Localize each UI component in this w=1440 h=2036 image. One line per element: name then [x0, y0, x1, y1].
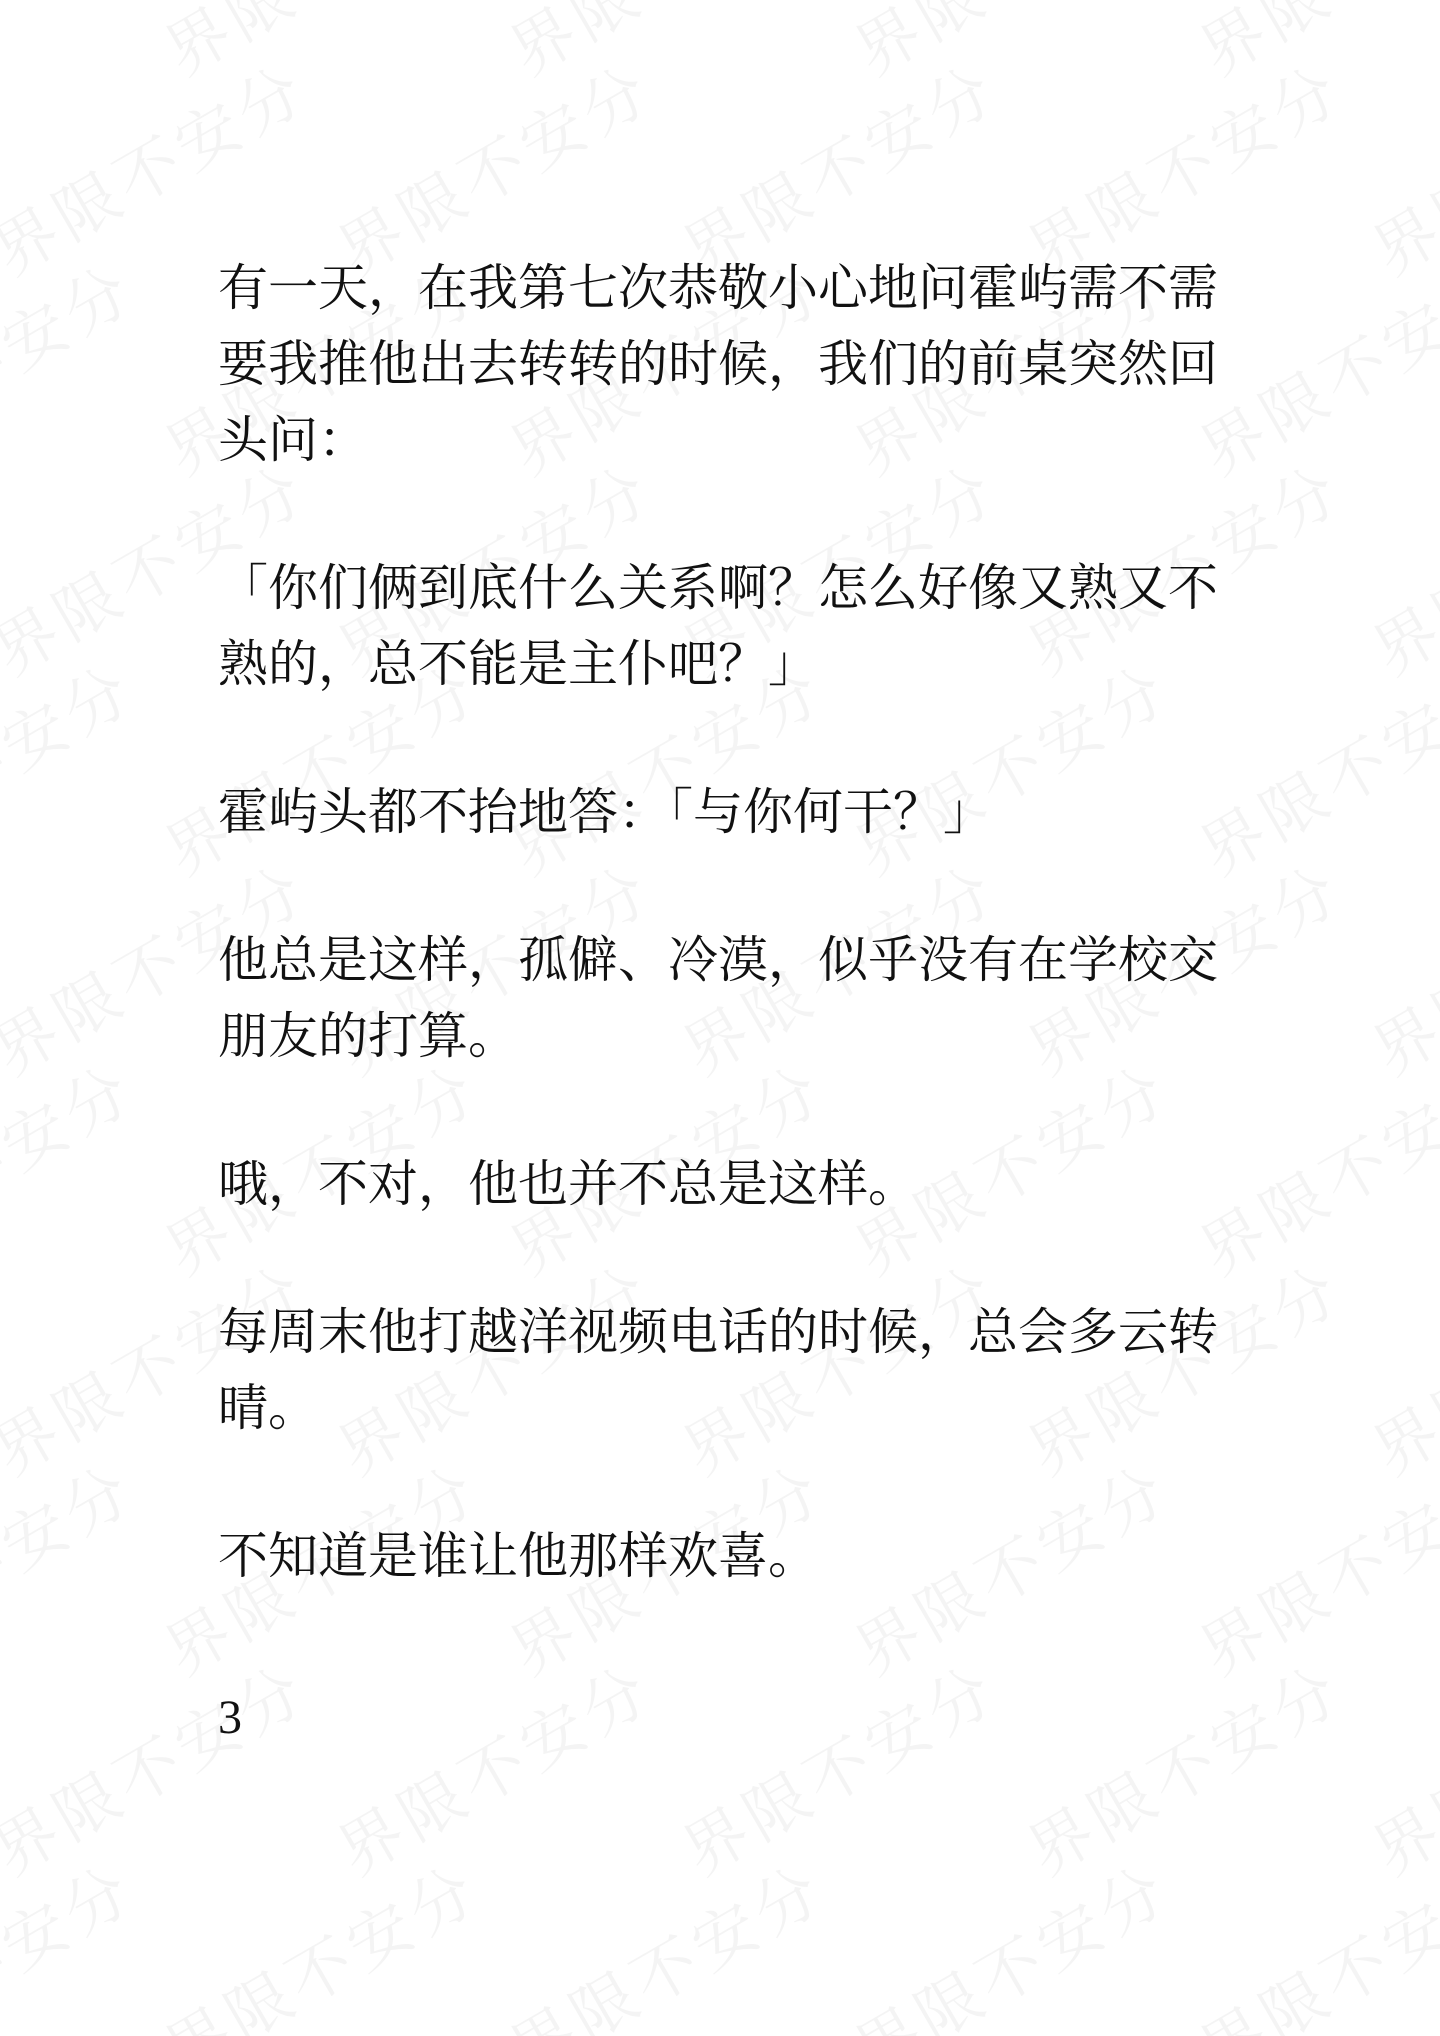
watermark-text	[0, 1039, 150, 1294]
paragraph: 不知道是谁让他那样欢喜。	[218, 1527, 818, 1585]
paragraph: 有一天，在我第七次恭敬小心地问霍屿需不需要我推他出去转转的时候，我们的前桌突然回头问：	[218, 259, 1218, 469]
watermark-text	[0, 1639, 322, 1894]
watermark-text	[0, 0, 150, 93]
watermark-text	[1008, 1639, 1357, 1894]
paragraph: 霍屿头都不抬地答：「与你何干？」	[218, 783, 993, 841]
paragraph: 「你们俩到底什么关系啊？怎么好像又熟又不熟的，总不能是主仆吧？」	[218, 559, 1218, 693]
watermark-text	[145, 1839, 494, 2036]
page-number: 3	[218, 1691, 242, 1744]
watermark-text	[1353, 1639, 1440, 1894]
watermark-text	[663, 1639, 1012, 1894]
watermark-text	[0, 1839, 150, 2036]
paragraph: 他总是这样，孤僻、冷漠，似乎没有在学校交朋友的打算。	[218, 931, 1218, 1065]
watermark-text	[145, 0, 494, 93]
watermark-text	[1353, 1239, 1440, 1494]
watermark-text	[1353, 439, 1440, 694]
watermark-text	[1180, 0, 1440, 93]
watermark-text	[0, 639, 150, 894]
paragraph: 哦，不对，他也并不总是这样。	[218, 1155, 918, 1213]
text-body	[218, 250, 1228, 1666]
watermark-text	[0, 239, 150, 494]
watermark-text	[835, 0, 1184, 93]
watermark-text	[1180, 1839, 1440, 2036]
watermark-text	[1353, 839, 1440, 1094]
watermark-text	[318, 1639, 667, 1894]
paragraph: 每周末他打越洋视频电话的时候，总会多云转晴。	[218, 1303, 1218, 1437]
watermark-text	[0, 1439, 150, 1694]
watermark-text	[490, 0, 839, 93]
watermark-text	[835, 1839, 1184, 2036]
watermark-text	[490, 1839, 839, 2036]
watermark-text	[1353, 39, 1440, 294]
